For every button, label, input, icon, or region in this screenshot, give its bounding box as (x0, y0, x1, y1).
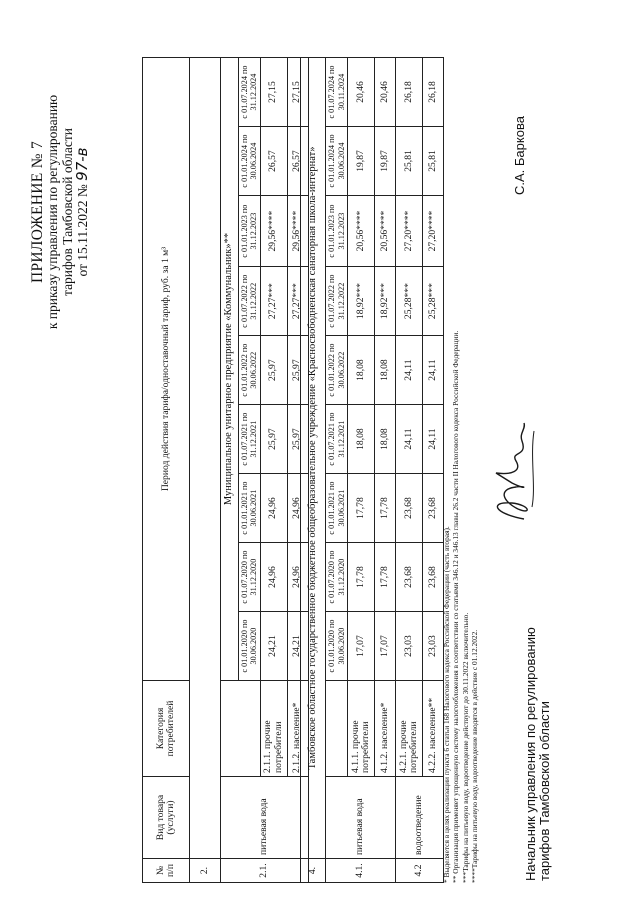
category-cell: 2.1.2. население* (287, 681, 308, 777)
value-cell: 18,08 (348, 336, 375, 405)
signatory-position-line: Начальник управления по регулированию (523, 627, 538, 881)
value-cell: 24,96 (287, 474, 308, 543)
signatory-position (524, 627, 552, 881)
value-cell: 25,97 (287, 405, 308, 474)
category-cell: 2.1.1. прочие потребители (260, 681, 287, 777)
table-row (221, 58, 239, 883)
value-cell: 23,68 (396, 543, 423, 612)
table-row (260, 58, 287, 883)
appendix-title: ПРИЛОЖЕНИЕ № 7 (29, 140, 46, 284)
table-row (301, 58, 326, 883)
period-cell: с 01.01.2022 по 30.06.2022 (238, 336, 260, 405)
value-cell: 25,81 (396, 126, 423, 195)
col-category-header: Категория потребителей (143, 681, 190, 777)
value-cell: 20,56**** (375, 195, 396, 266)
value-cell: 25,97 (260, 405, 287, 474)
value-cell: 24,96 (260, 543, 287, 612)
category-cell: 4.1.2. население* (375, 681, 396, 777)
value-cell: 25,97 (260, 336, 287, 405)
appendix-header (30, 42, 90, 382)
table-row (326, 58, 348, 883)
goods-cell: водоотведение (396, 777, 444, 859)
value-cell: 24,11 (423, 405, 444, 474)
value-cell: 24,96 (287, 543, 308, 612)
goods-cell: питьевая вода (221, 777, 309, 859)
period-cell: с 01.01.2024 по 30.06.2024 (238, 127, 260, 196)
period-cell: с 01.07.2024 по 31.12.2024 (238, 58, 260, 127)
footnote: ***Тарифы на питьевую воду, водоотведение действуют до 30.11.2022 включительно. (460, 612, 470, 883)
value-cell: 25,28*** (423, 267, 444, 336)
period-cell: с 01.07.2020 по 31.12.2020 (238, 543, 260, 612)
value-cell: 26,18 (423, 58, 444, 127)
table-row (396, 58, 423, 883)
value-cell: 24,96 (260, 474, 287, 543)
footnote: ****Тарифы на питьевую воду, водоотведение вводятся в действие с 01.12.2022. (469, 629, 479, 883)
period-cell: с 01.07.2024 по 30.11.2024 (326, 58, 348, 127)
value-cell: 24,21 (287, 612, 308, 681)
value-cell: 17,78 (348, 543, 375, 612)
col-goods-header: Вид товара (услуги) (143, 777, 190, 859)
goods-cell: питьевая вода (326, 777, 396, 859)
value-cell: 25,28*** (396, 267, 423, 336)
table-row (375, 58, 396, 883)
value-cell: 19,87 (348, 126, 375, 195)
period-cell: с 01.07.2020 по 31.12.2020 (326, 543, 348, 612)
footnotes (442, 331, 479, 883)
value-cell: 20,46 (375, 58, 396, 127)
value-cell: 24,21 (260, 612, 287, 681)
value-cell: 18,08 (375, 405, 396, 474)
category-cell: 4.1.1. прочие потребители (348, 681, 375, 777)
order-number: 97-в (73, 147, 91, 181)
agency-line: тарифов Тамбовской области (60, 128, 75, 296)
category-cell: 4.2.1. прочие потребители (396, 681, 423, 777)
value-cell: 26,57 (260, 127, 287, 196)
value-cell: 25,97 (287, 336, 308, 405)
period-cell: с 01.01.2024 по 30.06.2024 (326, 126, 348, 195)
row-no: 4.1. (326, 859, 396, 883)
value-cell: 17,78 (375, 543, 396, 612)
value-cell: 23,03 (396, 612, 423, 681)
period-cell: с 01.01.2023 по 31.12.2023 (326, 195, 348, 266)
order-line: к приказу управления по регулированию (45, 94, 60, 330)
order-date-line (75, 42, 90, 382)
handwritten-signature (482, 417, 542, 527)
col-period-header: Период действия тарифа/одноставочный тариф, руб. за 1 м³ (143, 58, 190, 681)
period-cell: с 01.07.2021 по 31.12.2021 (326, 405, 348, 474)
value-cell: 25,81 (423, 126, 444, 195)
period-cell: с 01.07.2021 по 31.12.2021 (238, 405, 260, 474)
section-no: 4. (301, 859, 326, 883)
value-cell: 18,08 (375, 336, 396, 405)
row-no: 2.1. (221, 859, 309, 883)
value-cell: 17,78 (348, 474, 375, 543)
value-cell: 19,87 (375, 126, 396, 195)
period-cell: с 01.01.2023 по 31.12.2023 (238, 196, 260, 267)
period-cell: с 01.07.2022 по 31.12.2022 (326, 267, 348, 336)
value-cell: 29,56**** (287, 196, 308, 267)
value-cell: 20,46 (348, 58, 375, 127)
period-cell: с 01.01.2020 по 30.06.2020 (238, 612, 260, 681)
tariff-table-1 (142, 57, 309, 883)
value-cell: 27,15 (287, 58, 308, 127)
footnote: ** Организация применяет упрощенную систему налогообложения в соответствии со статьями 346.12 и 346.13 главы 26.2 части II Налогового кодекса Российской Федерации. (451, 330, 461, 883)
signatory-position-line: тарифов Тамбовской области (537, 701, 552, 881)
value-cell: 27,20**** (396, 195, 423, 266)
value-cell: 17,07 (348, 612, 375, 681)
footnote: * Выделяется в целях реализации пункта 6 статьи 168 Налогового кодекса Российской Федерации (часть вторая). (442, 526, 451, 883)
table-row (423, 58, 444, 883)
value-cell: 23,68 (423, 543, 444, 612)
value-cell: 18,92*** (348, 267, 375, 336)
value-cell: 27,20**** (423, 195, 444, 266)
row-no: 4.2 (396, 859, 444, 883)
value-cell: 17,78 (375, 474, 396, 543)
value-cell: 27,15 (260, 58, 287, 127)
value-cell: 24,11 (396, 336, 423, 405)
section-title: Муниципальное унитарное предприятие «Коммунальник»** (221, 58, 239, 681)
col-no-header: № п/п (143, 859, 190, 883)
value-cell: 18,92*** (375, 267, 396, 336)
table-row (348, 58, 375, 883)
value-cell: 24,11 (423, 336, 444, 405)
value-cell: 24,11 (396, 405, 423, 474)
value-cell: 20,56**** (348, 195, 375, 266)
value-cell: 23,68 (423, 474, 444, 543)
table-row (190, 58, 221, 883)
period-cell: с 01.01.2022 по 30.06.2022 (326, 336, 348, 405)
value-cell: 17,07 (375, 612, 396, 681)
value-cell: 26,57 (287, 127, 308, 196)
value-cell: 29,56**** (260, 196, 287, 267)
table-header-row (143, 58, 190, 883)
section-no: 2. (190, 859, 221, 883)
period-cell: с 01.07.2022 по 31.12.2022 (238, 267, 260, 336)
period-cell: с 01.01.2021 по 30.06.2021 (238, 474, 260, 543)
category-cell: 4.2.2. население** (423, 681, 444, 777)
section-title: Тамбовское областное государственное бюджетное общеобразовательное учреждение «Красносвободненская санаторная школа-интернат» (301, 58, 326, 859)
period-cell: с 01.01.2020 по 30.06.2020 (326, 612, 348, 681)
value-cell: 23,03 (423, 612, 444, 681)
value-cell: 18,08 (348, 405, 375, 474)
value-cell: 26,18 (396, 58, 423, 127)
tariff-table-2 (300, 57, 444, 883)
signatory-name: С.А. Баркова (512, 116, 527, 195)
value-cell: 27,27*** (260, 267, 287, 336)
period-cell: с 01.01.2021 по 30.06.2021 (326, 474, 348, 543)
order-date: от 15.11.2022 № (75, 184, 90, 277)
value-cell: 27,27*** (287, 267, 308, 336)
value-cell: 23,68 (396, 474, 423, 543)
